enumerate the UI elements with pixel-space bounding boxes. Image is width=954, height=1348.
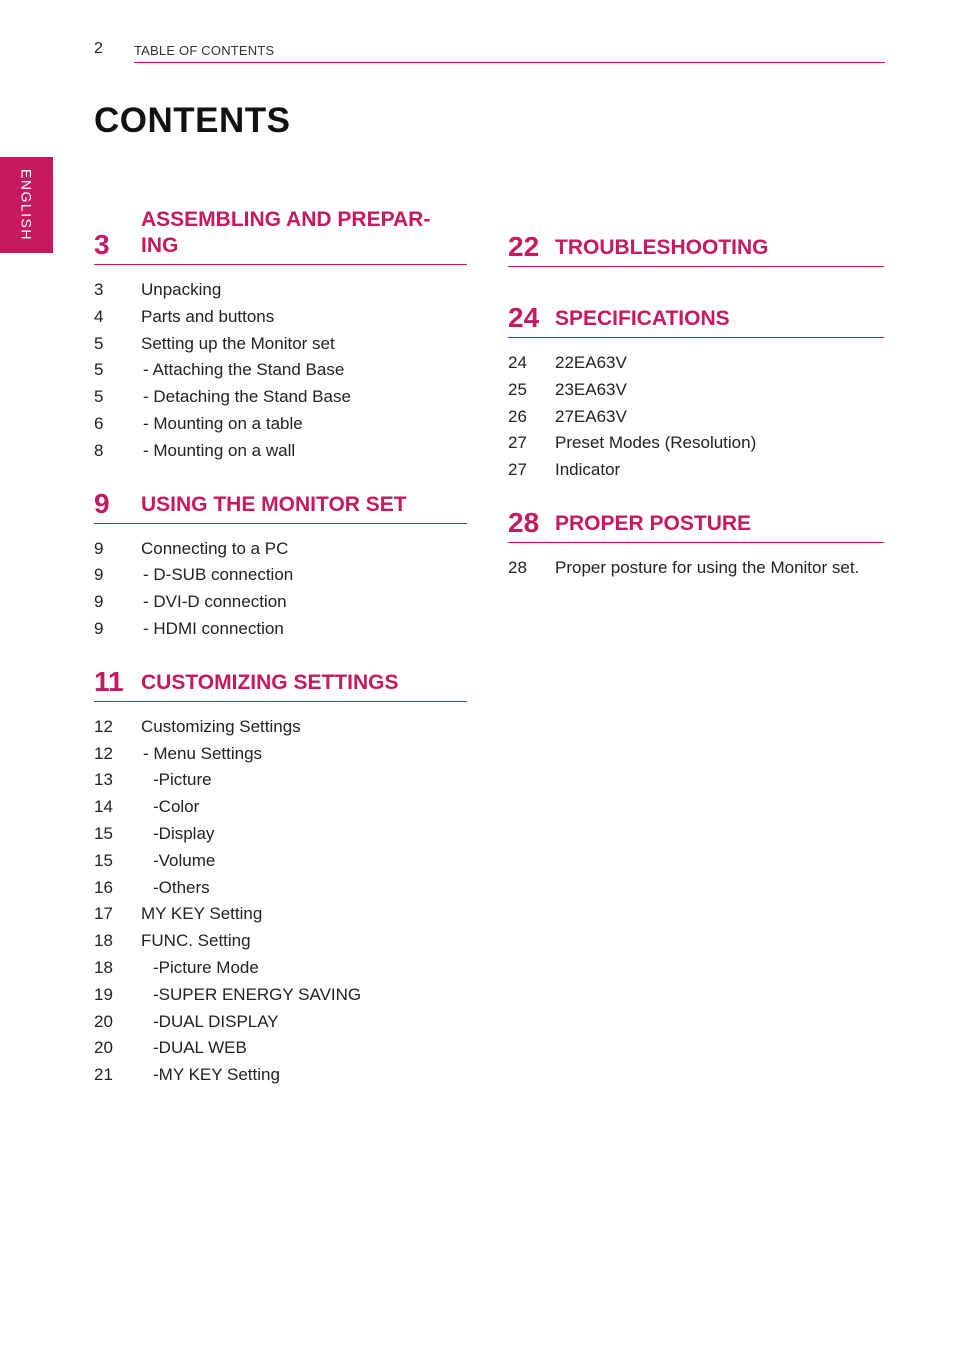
section-heading[interactable]	[508, 232, 884, 267]
entry-title: Proper posture for using the Monitor set.	[555, 557, 860, 577]
section-title: PROPER POSTURE	[555, 511, 752, 535]
toc-entry[interactable]	[94, 794, 467, 821]
toc-entry[interactable]	[508, 404, 884, 431]
entry-page-number: 18	[94, 931, 113, 951]
toc-section	[508, 303, 884, 484]
entry-title: -DUAL WEB	[153, 1038, 247, 1058]
language-tab-label: ENGLISH	[18, 169, 35, 241]
entry-page-number: 16	[94, 877, 113, 897]
toc-entry[interactable]	[94, 411, 467, 438]
entry-page-number: 9	[94, 618, 104, 638]
toc-entry[interactable]	[94, 875, 467, 902]
entry-title: - HDMI connection	[143, 618, 284, 638]
entry-title: -Others	[153, 877, 210, 897]
entry-title: - Mounting on a wall	[143, 440, 296, 460]
entry-page-number: 5	[94, 360, 104, 380]
entry-page-number: 27	[508, 433, 527, 453]
entry-title: -Display	[153, 823, 215, 843]
entry-title: Customizing Settings	[141, 716, 301, 736]
entry-page-number: 9	[94, 565, 104, 585]
toc-entry[interactable]	[94, 955, 467, 982]
entry-page-number: 28	[508, 557, 527, 577]
entry-page-number: 20	[94, 1011, 113, 1031]
section-number: 3	[94, 229, 110, 260]
toc-entry[interactable]	[94, 1062, 467, 1089]
running-header: TABLE OF CONTENTS	[134, 43, 275, 58]
entry-title: -Picture	[153, 770, 212, 790]
toc-entry[interactable]	[94, 304, 467, 331]
toc-entry[interactable]	[94, 384, 467, 411]
section-heading[interactable]	[508, 508, 884, 543]
entry-title: - Menu Settings	[143, 743, 263, 763]
header-divider	[134, 62, 885, 63]
toc-entry[interactable]	[94, 821, 467, 848]
section-title: CUSTOMIZING SETTINGS	[141, 670, 399, 694]
section-number: 9	[94, 487, 110, 519]
toc-entry[interactable]	[94, 616, 467, 643]
entry-page-number: 18	[94, 957, 113, 977]
entry-page-number: 9	[94, 538, 104, 558]
entry-title: - D-SUB connection	[143, 565, 294, 585]
toc-entry[interactable]	[94, 901, 467, 928]
toc-section	[94, 667, 467, 1089]
entry-title: - Attaching the Stand Base	[143, 360, 345, 380]
entry-title: -Volume	[153, 850, 216, 870]
section-title: ASSEMBLING AND PREPAR- ING	[141, 208, 431, 257]
entry-page-number: 12	[94, 716, 113, 736]
entry-page-number: 9	[94, 592, 104, 612]
toc-entry[interactable]	[94, 589, 467, 616]
entry-page-number: 14	[94, 797, 113, 817]
entry-page-number: 5	[94, 387, 104, 407]
entry-page-number: 6	[94, 413, 104, 433]
toc-entry[interactable]	[94, 928, 467, 955]
entry-title: 27EA63V	[555, 406, 627, 426]
entry-title: -DUAL DISPLAY	[153, 1011, 279, 1031]
entry-page-number: 8	[94, 440, 104, 460]
toc-section	[94, 207, 467, 465]
entry-title: MY KEY Setting	[141, 904, 263, 924]
entry-title: Setting up the Monitor set	[141, 333, 335, 353]
entry-title: 22EA63V	[555, 353, 627, 372]
entry-page-number: 15	[94, 850, 113, 870]
section-title: TROUBLESHOOTING	[555, 236, 769, 259]
entry-title: -Picture Mode	[153, 957, 259, 977]
section-heading[interactable]	[94, 207, 467, 265]
toc-entry[interactable]	[94, 562, 467, 589]
entry-title: Unpacking	[141, 280, 222, 299]
toc-right-column	[508, 232, 884, 606]
page-number: 2	[94, 40, 103, 57]
language-tab	[0, 157, 53, 253]
toc-entry[interactable]	[94, 1009, 467, 1036]
section-number: 11	[94, 665, 124, 697]
section-title: USING THE MONITOR SET	[141, 492, 407, 516]
entry-page-number: 17	[94, 904, 113, 924]
section-title: SPECIFICATIONS	[555, 307, 730, 330]
section-number: 22	[508, 231, 540, 262]
entry-title: Parts and buttons	[141, 306, 275, 326]
entry-page-number: 12	[94, 743, 113, 763]
toc-entry[interactable]	[508, 457, 884, 484]
entry-title: Connecting to a PC	[141, 538, 289, 558]
toc-entry[interactable]	[94, 536, 467, 563]
entry-page-number: 26	[508, 406, 527, 426]
page-title: CONTENTS	[94, 101, 291, 140]
toc-entry[interactable]	[94, 714, 467, 741]
section-heading[interactable]	[508, 303, 884, 338]
entry-page-number: 15	[94, 823, 113, 843]
entry-title: - Detaching the Stand Base	[143, 387, 351, 407]
entry-page-number: 3	[94, 280, 104, 299]
entry-page-number: 4	[94, 306, 104, 326]
entry-title: -MY KEY Setting	[153, 1065, 280, 1085]
section-heading[interactable]	[94, 667, 467, 702]
entry-title: FUNC. Setting	[141, 931, 251, 951]
entry-page-number: 19	[94, 984, 113, 1004]
entry-page-number: 20	[94, 1038, 113, 1058]
toc-section	[508, 508, 884, 582]
entry-page-number: 13	[94, 770, 113, 790]
entry-title: - Mounting on a table	[143, 413, 303, 433]
section-heading[interactable]	[94, 489, 467, 524]
toc-section	[94, 489, 467, 643]
toc-entry[interactable]	[508, 430, 884, 457]
toc-entry[interactable]	[508, 555, 884, 582]
toc-entry[interactable]	[94, 331, 467, 358]
toc-entry[interactable]	[508, 377, 884, 404]
entry-page-number: 5	[94, 333, 104, 353]
toc-entry[interactable]	[94, 741, 467, 768]
entry-page-number: 27	[508, 460, 527, 480]
entry-title: Indicator	[555, 460, 621, 480]
toc-entry[interactable]	[94, 277, 467, 304]
entry-title: Preset Modes (Resolution)	[555, 433, 757, 453]
entry-page-number: 21	[94, 1065, 113, 1085]
toc-entry[interactable]	[94, 1035, 467, 1062]
section-number: 28	[508, 506, 540, 538]
entry-page-number: 24	[508, 353, 527, 372]
toc-entry[interactable]	[508, 350, 884, 377]
toc-entry[interactable]	[94, 767, 467, 794]
entry-title: - DVI-D connection	[143, 592, 287, 612]
toc-entry[interactable]	[94, 438, 467, 465]
toc-entry[interactable]	[94, 982, 467, 1009]
toc-section	[508, 232, 884, 267]
toc-entry[interactable]	[94, 848, 467, 875]
entry-title: 23EA63V	[555, 379, 627, 399]
entry-page-number: 25	[508, 379, 527, 399]
entry-title: -SUPER ENERGY SAVING	[153, 984, 362, 1004]
entry-title: -Color	[153, 797, 200, 817]
section-number: 24	[508, 302, 540, 333]
toc-entry[interactable]	[94, 357, 467, 384]
toc-left-column	[94, 207, 467, 1113]
